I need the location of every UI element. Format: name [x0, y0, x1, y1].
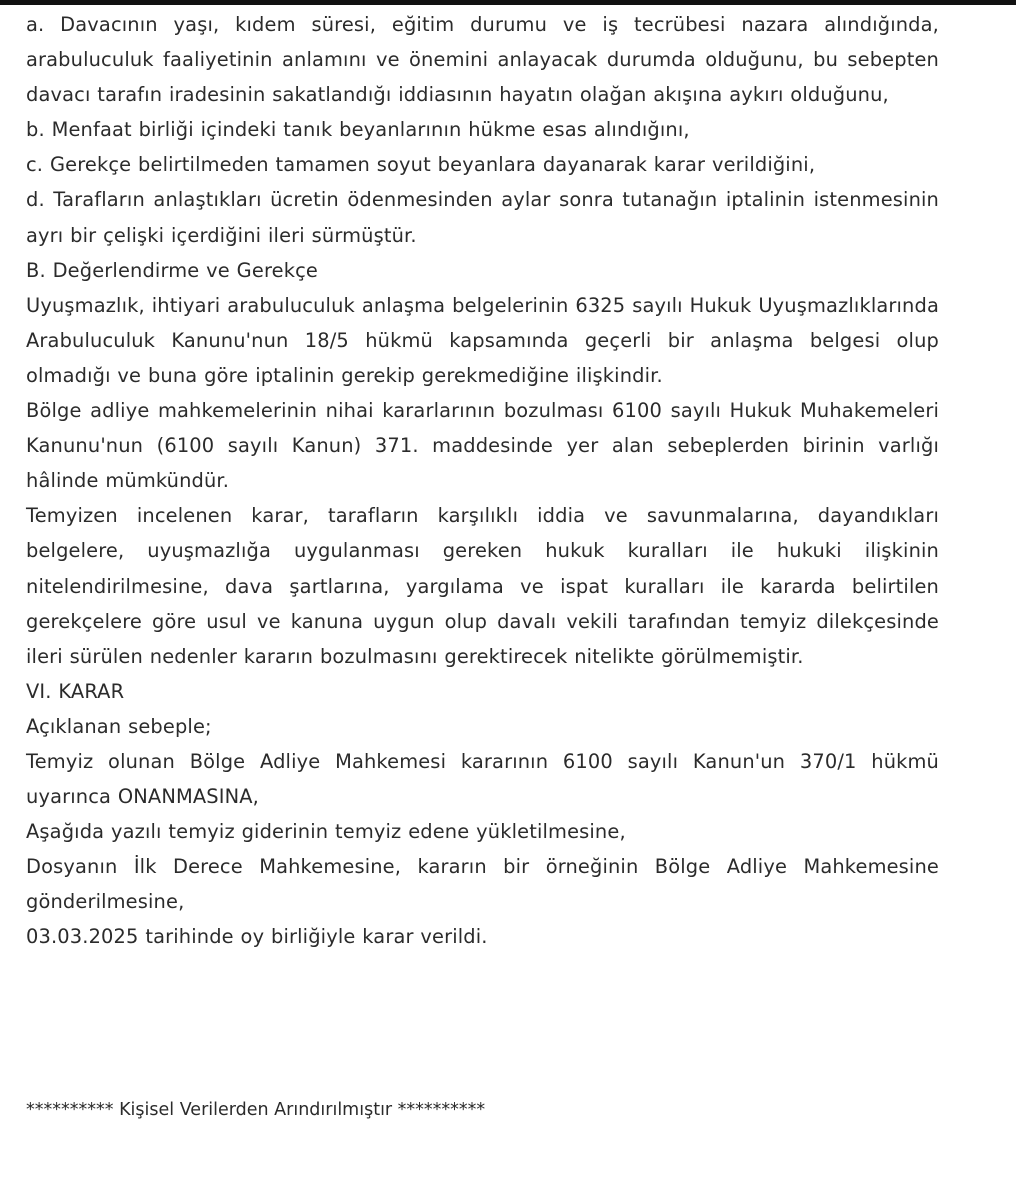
section-heading-decision: VI. KARAR — [26, 679, 125, 703]
paragraph-reason: Açıklanan sebeple; — [26, 714, 212, 738]
paragraph-file-transfer: Dosyanın İlk Derece Mahkemesine, kararın bir örneğinin Bölge Adliye Mahkemesine gönderilmesine, — [26, 855, 939, 914]
paragraph-dispute: Uyuşmazlık, ihtiyari arabuluculuk anlaşma belgelerinin 6325 sayılı Hukuk Uyuşmazlıklarında Arabuluculuk Kanunu'nun 18/5 hükmü kapsamında geçerli bir anlaşma belgesi olup olmadığı ve buna göre iptalinin gerekip gerekmediğine ilişkindir. — [26, 293, 939, 387]
paragraph-approval: Temyiz olunan Bölge Adliye Mahkemesi kararının 6100 sayılı Kanun'un 370/1 hükmü uyarınca ONANMASINA, — [26, 749, 939, 809]
paragraph-objection-c: c. Gerekçe belirtilmeden tamamen soyut beyanlara dayanarak karar verildiğini, — [26, 153, 816, 177]
paragraph-reversal-grounds: Bölge adliye mahkemelerinin nihai kararlarının bozulması 6100 sayılı Hukuk Muhakemeleri Kanunu'nun (6100 sayılı Kanun) 371. maddesinde yer alan sebeplerden birinin varlığı hâlinde mümkündür. — [26, 399, 939, 493]
paragraph-costs: Aşağıda yazılı temyiz giderinin temyiz edene yükletilmesine, — [26, 820, 626, 844]
paragraph-decision-date: 03.03.2025 tarihinde oy birliğiyle karar verildi. — [26, 925, 488, 949]
top-edge-bar — [0, 0, 1016, 5]
document-body — [26, 7, 939, 955]
paragraph-objection-d: d. Tarafların anlaştıkları ücretin ödenmesinden aylar sonra tutanağın iptalinin istenmesinin ayrı bir çelişki içerdiğini ileri sürmüştür. — [26, 188, 939, 247]
paragraph-objection-a: a. Davacının yaşı, kıdem süresi, eğitim durumu ve iş tecrübesi nazara alındığında, arabuluculuk faaliyetinin anlamını ve önemini anlayacak durumda olduğunu, bu sebepten davacı tarafın iradesinin sakatlandığı iddiasının hayatın olağan akışına aykırı olduğunu, — [26, 13, 939, 107]
anonymization-notice: ********** Kişisel Verilerden Arındırılmıştır ********** — [26, 1100, 486, 1120]
paragraph-examination: Temyizen incelenen karar, tarafların karşılıklı iddia ve savunmalarına, dayandıkları belgelere, uyuşmazlığa uygulanması gereken hukuk kuralları ile hukuki ilişkinin nitelendirilmesine, dava şartlarına, yargılama ve ispat kuralları ile kararda belirtilen gerekçelere göre usul ve kanuna uygun olup davalı vekili tarafından temyiz dilekçesinde ileri sürülen nedenler kararın bozulmasını gerektirecek nitelikte görülmemiştir. — [26, 504, 939, 668]
section-heading-evaluation: B. Değerlendirme ve Gerekçe — [26, 258, 318, 282]
paragraph-objection-b: b. Menfaat birliği içindeki tanık beyanlarının hükme esas alındığını, — [26, 118, 690, 142]
